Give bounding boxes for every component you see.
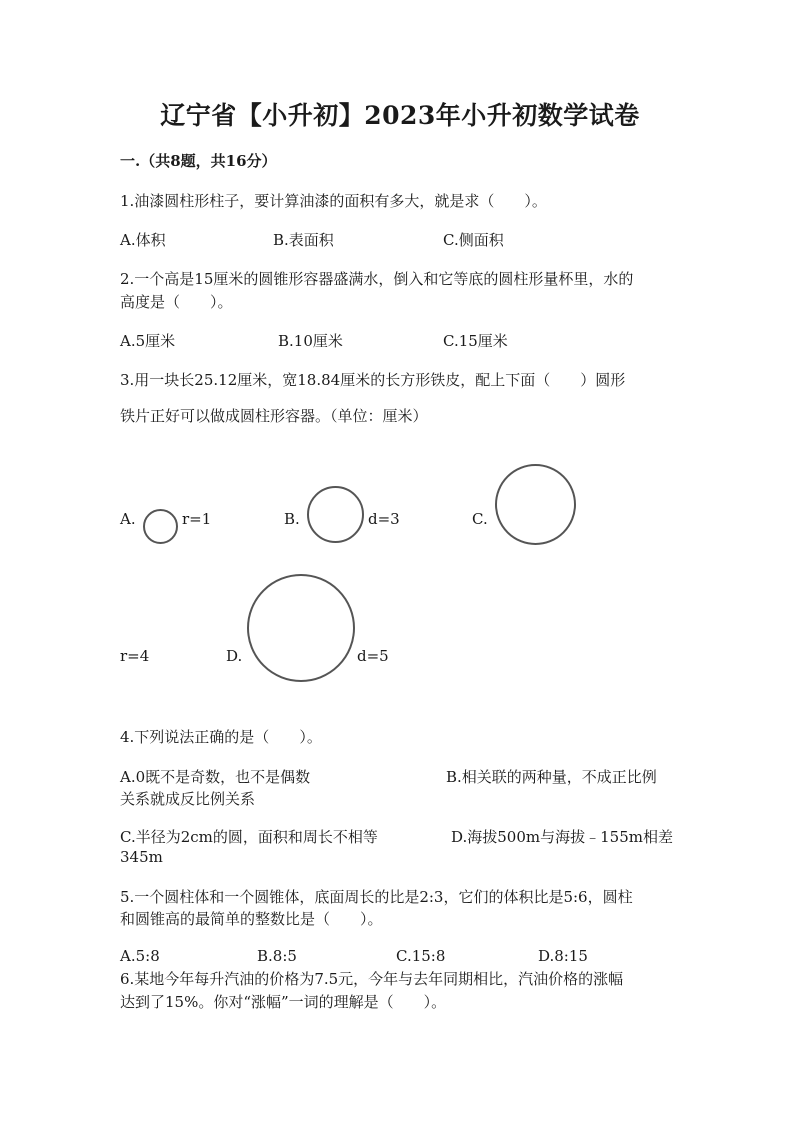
- q3-option-c-value: r=4: [120, 647, 150, 665]
- circle-c: [495, 464, 576, 545]
- q4-option-d-line-1: D.海拔500m与海拔﹣155m相差: [451, 828, 673, 846]
- circle-a: [143, 509, 178, 544]
- q2-option-a: A.5厘米: [120, 332, 176, 350]
- q1-option-b: B.表面积: [273, 231, 334, 249]
- question-5-line-2: 和圆锥高的最简单的整数比是（ ）。: [120, 910, 383, 928]
- question-2-line-2: 高度是（ ）。: [120, 293, 233, 311]
- circle-b: [307, 486, 364, 543]
- q3-option-a-label: A.: [120, 510, 136, 528]
- q4-option-c: C.半径为2cm的圆，面积和周长不相等: [120, 828, 378, 846]
- q2-option-c: C.15厘米: [443, 332, 508, 350]
- q4-option-b-line-2: 关系就成反比例关系: [120, 790, 256, 808]
- question-5-line-1: 5.一个圆柱体和一个圆锥体，底面周长的比是2:3，它们的体积比是5:6，圆柱: [120, 888, 633, 906]
- q3-option-a-value: r=1: [182, 510, 212, 528]
- section-header: 一.（共8题，共16分）: [120, 152, 277, 170]
- q3-option-d-label: D.: [226, 647, 243, 665]
- question-6-line-1: 6.某地今年每升汽油的价格为7.5元，今年与去年同期相比，汽油价格的涨幅: [120, 970, 624, 988]
- page-title: 辽宁省【小升初】2023年小升初数学试卷: [160, 101, 640, 130]
- q5-option-a: A.5:8: [120, 947, 160, 965]
- q4-option-a: A.0既不是奇数，也不是偶数: [120, 768, 311, 786]
- q4-option-b-line-1: B.相关联的两种量，不成正比例: [446, 768, 657, 786]
- question-2-line-1: 2.一个高是15厘米的圆锥形容器盛满水，倒入和它等底的圆柱形量杯里，水的: [120, 270, 634, 288]
- q5-option-d: D.8:15: [538, 947, 588, 965]
- q1-option-c: C.侧面积: [443, 231, 504, 249]
- q3-option-b-label: B.: [284, 510, 300, 528]
- question-3-line-1: 3.用一块长25.12厘米，宽18.84厘米的长方形铁皮，配上下面（ ）圆形: [120, 371, 626, 389]
- q3-option-c-label: C.: [472, 510, 488, 528]
- q3-option-d-value: d=5: [357, 647, 389, 665]
- circle-d: [247, 574, 355, 682]
- q4-option-d-line-2: 345m: [120, 848, 163, 866]
- q5-option-b: B.8:5: [257, 947, 297, 965]
- q5-option-c: C.15:8: [396, 947, 446, 965]
- question-1-text: 1.油漆圆柱形柱子，要计算油漆的面积有多大，就是求（ ）。: [120, 192, 547, 210]
- question-6-line-2: 达到了15%。你对“涨幅”一词的理解是（ ）。: [120, 993, 447, 1011]
- q2-option-b: B.10厘米: [278, 332, 343, 350]
- q1-option-a: A.体积: [120, 231, 166, 249]
- question-3-line-2: 铁片正好可以做成圆柱形容器。（单位：厘米）: [120, 407, 428, 425]
- q3-option-b-value: d=3: [368, 510, 400, 528]
- question-4-text: 4.下列说法正确的是（ ）。: [120, 728, 322, 746]
